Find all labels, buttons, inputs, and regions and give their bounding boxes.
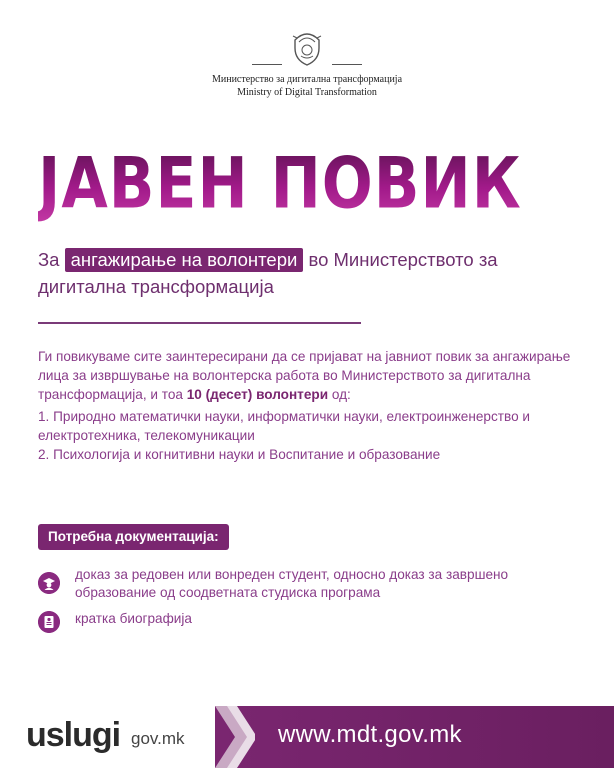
doc-item-text: доказ за редовен или вонреден студент, односно доказ за завршено образование од соодветната студиска програма bbox=[75, 567, 509, 600]
intro-text: Ги повикуваме сите заинтересирани да се пријават на јавниот повик за ангажирање лица за извршување на волонтерска работа во Министерството за дигитална трансформација, и тоа bbox=[38, 349, 571, 402]
field-item-1: 1. Природно математички науки, информатички науки, електроинженерство и електротехника, телекомуникации bbox=[38, 409, 530, 443]
graduate-icon bbox=[38, 572, 60, 594]
header-line-left bbox=[252, 64, 282, 65]
doc-item-student-proof bbox=[38, 566, 578, 600]
docs-heading: Потребна документација: bbox=[38, 524, 229, 550]
header bbox=[0, 0, 614, 110]
cv-icon bbox=[38, 611, 60, 633]
subtitle-before: За bbox=[38, 249, 60, 270]
doc-item-cv bbox=[38, 610, 578, 644]
website-url[interactable]: www.mdt.gov.mk bbox=[278, 721, 462, 748]
intro-bold: 10 (десет) волонтери bbox=[186, 387, 329, 402]
footer bbox=[0, 706, 614, 768]
subtitle-after: во Министерството за bbox=[308, 249, 498, 270]
intro-end: од: bbox=[331, 387, 351, 402]
uslugi-logo: uslugi bbox=[26, 716, 121, 754]
chevron-right-icon bbox=[215, 706, 255, 768]
header-line-right bbox=[332, 64, 362, 65]
page-title-text: ЈАВЕН ПОВИК bbox=[38, 142, 522, 225]
subtitle bbox=[38, 246, 578, 300]
doc-item-text: кратка биографија bbox=[75, 611, 192, 626]
uslugi-logo-domain: gov.mk bbox=[131, 729, 185, 748]
intro-paragraph bbox=[38, 347, 583, 404]
ministry-name-en: Ministry of Digital Transformation bbox=[237, 87, 377, 98]
field-item-2: 2. Психологија и когнитивни науки и Воспитание и образование bbox=[38, 447, 441, 462]
page-title bbox=[38, 140, 598, 227]
subtitle-line2: дигитална трансформација bbox=[38, 276, 274, 297]
divider bbox=[38, 322, 361, 324]
ministry-name-mk: Министерство за дигитална трансформација bbox=[211, 74, 403, 85]
coat-of-arms-icon bbox=[289, 26, 325, 66]
subtitle-highlight: ангажирање на волонтери bbox=[65, 248, 304, 272]
call-description bbox=[38, 347, 583, 464]
